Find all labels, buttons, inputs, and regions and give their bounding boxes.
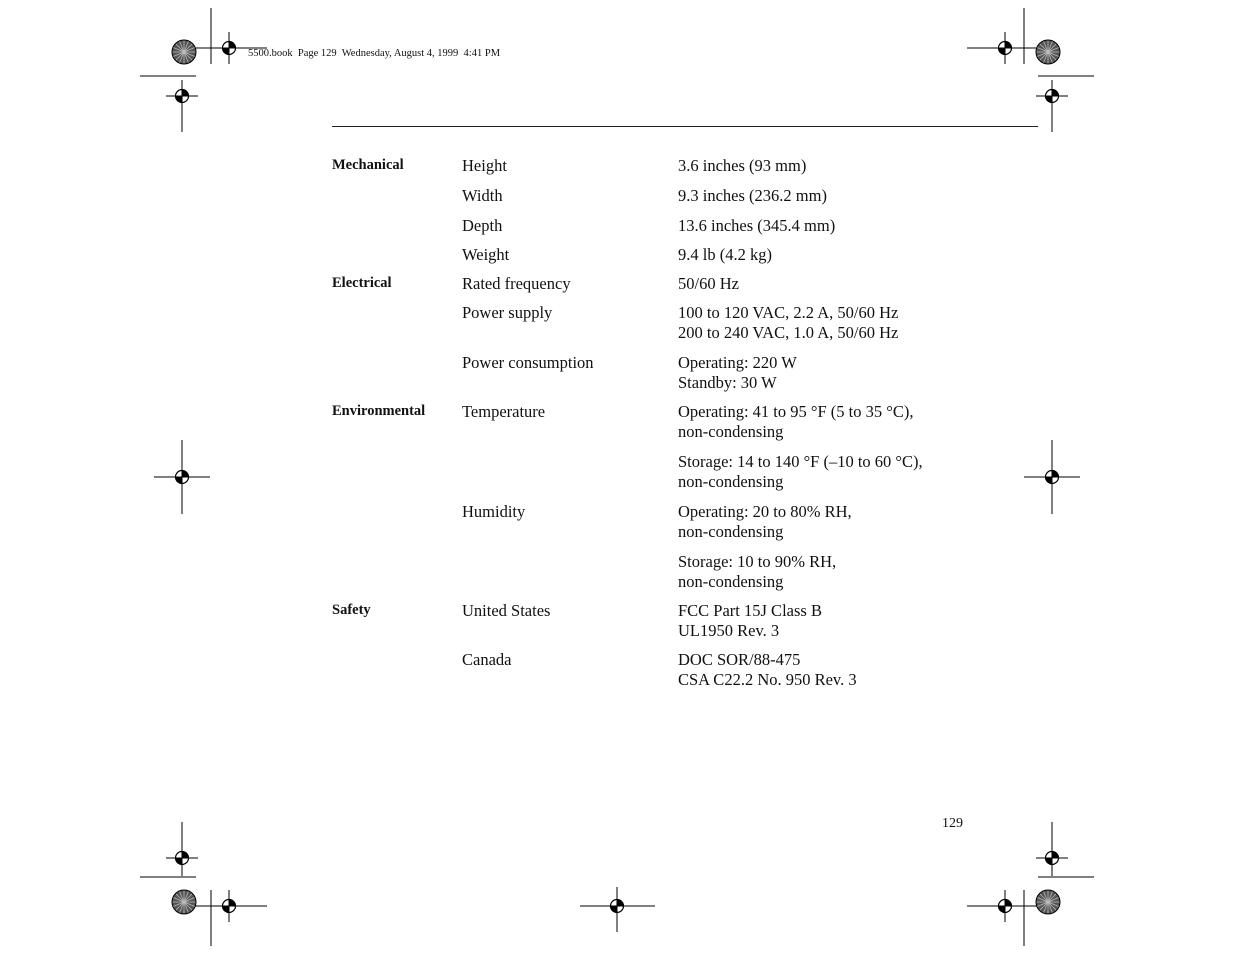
property-label: Canada xyxy=(462,650,512,669)
value-block xyxy=(678,650,857,690)
value-block xyxy=(678,502,852,542)
starburst-target xyxy=(1036,890,1060,914)
category-label: Environmental xyxy=(332,403,426,419)
file-slug: 5500.book Page 129 Wednesday, August 4, 1999 4:41 PM xyxy=(248,48,501,59)
value-line: 3.6 inches (93 mm) xyxy=(678,156,807,175)
value-line: DOC SOR/88-475 xyxy=(678,650,801,669)
property-label: Power supply xyxy=(462,303,553,322)
property-label: Weight xyxy=(462,245,510,264)
registration-mark xyxy=(1036,80,1068,112)
value-line: non-condensing xyxy=(678,472,784,491)
value-line: Operating: 20 to 80% RH, xyxy=(678,502,852,521)
property-label: Width xyxy=(462,186,503,205)
registration-mark xyxy=(166,461,198,493)
starburst-target xyxy=(172,40,196,64)
value-line: 200 to 240 VAC, 1.0 A, 50/60 Hz xyxy=(678,323,899,342)
registration-mark xyxy=(601,890,633,922)
property-label: Rated frequency xyxy=(462,274,571,293)
value-line: 13.6 inches (345.4 mm) xyxy=(678,216,836,235)
value-block xyxy=(678,353,797,393)
property-label: Depth xyxy=(462,216,503,235)
header-rule xyxy=(332,126,1038,127)
category-label: Electrical xyxy=(332,275,392,291)
registration-mark xyxy=(166,842,198,874)
value-line: 9.4 lb (4.2 kg) xyxy=(678,245,772,264)
value-line: Storage: 14 to 140 °F (–10 to 60 °C), xyxy=(678,452,923,471)
property-label: Temperature xyxy=(462,402,546,421)
category-label: Safety xyxy=(332,602,371,618)
registration-mark xyxy=(1036,842,1068,874)
value-block xyxy=(678,452,923,492)
registration-mark xyxy=(1036,461,1068,493)
registration-mark xyxy=(166,80,198,112)
starburst-target xyxy=(1036,40,1060,64)
property-label: Humidity xyxy=(462,502,526,521)
page-number: 129 xyxy=(942,816,963,831)
value-line: FCC Part 15J Class B xyxy=(678,601,822,620)
value-line: UL1950 Rev. 3 xyxy=(678,621,780,640)
registration-mark xyxy=(213,32,245,64)
value-line: Storage: 10 to 90% RH, xyxy=(678,552,837,571)
value-line: non-condensing xyxy=(678,422,784,441)
value-line: Operating: 220 W xyxy=(678,353,797,372)
property-label: Height xyxy=(462,156,507,175)
value-line: CSA C22.2 No. 950 Rev. 3 xyxy=(678,670,857,689)
value-line: Standby: 30 W xyxy=(678,373,777,392)
registration-mark xyxy=(213,890,245,922)
category-label: Mechanical xyxy=(332,157,404,173)
value-line: Operating: 41 to 95 °F (5 to 35 °C), xyxy=(678,402,914,421)
value-line: non-condensing xyxy=(678,572,784,591)
property-label: Power consumption xyxy=(462,353,594,372)
value-line: 9.3 inches (236.2 mm) xyxy=(678,186,827,205)
value-line: 50/60 Hz xyxy=(678,274,739,293)
registration-mark xyxy=(989,890,1021,922)
value-block xyxy=(678,601,822,641)
starburst-target xyxy=(172,890,196,914)
value-line: non-condensing xyxy=(678,522,784,541)
value-line: 100 to 120 VAC, 2.2 A, 50/60 Hz xyxy=(678,303,899,322)
value-block xyxy=(678,303,898,343)
value-block xyxy=(678,552,836,592)
value-block xyxy=(678,402,913,442)
property-label: United States xyxy=(462,601,551,620)
registration-mark xyxy=(989,32,1021,64)
